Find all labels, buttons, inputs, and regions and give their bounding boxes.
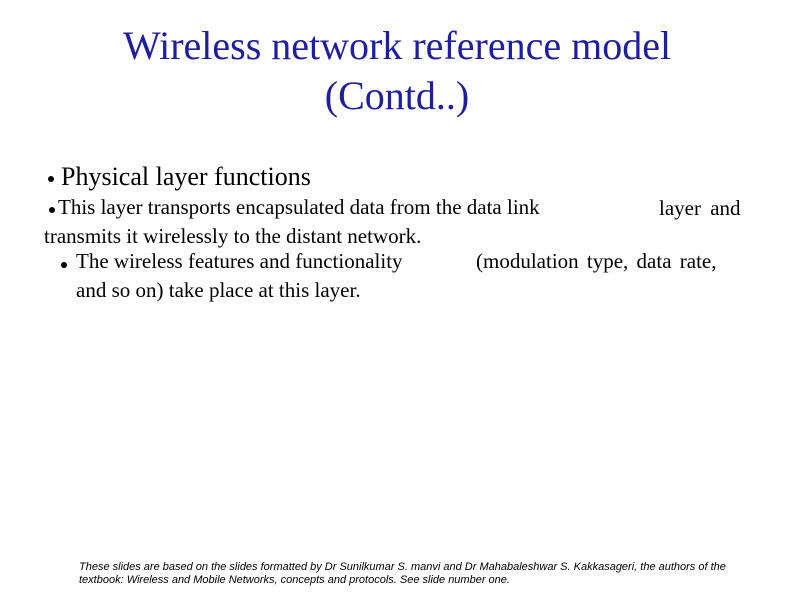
bullet-dot [61,262,67,268]
slide-title-line1: Wireless network reference model [122,23,672,68]
slide-title-line2: (Contd..) [324,73,470,118]
bullet-features-text-a: The wireless features and functionality [76,249,403,273]
bullet-dot [49,207,55,213]
bullet-physical-layer-functions: Physical layer functions [61,162,311,191]
bullet-features-text-line2: and so on) take place at this layer. [76,278,361,302]
slide-footer-attribution: These slides are based on the slides formatted by Dr Sunilkumar S. manvi and Dr Mahabaleshwar S. Kakkasageri, the authors of the textbook: Wireless and Mobile Networks, concepts and protocols. See slide number one. [79,561,726,586]
bullet-transport-text-b: layer and [659,196,741,220]
bullet-transport-text-a: This layer transports encapsulated data from the data link [58,195,540,219]
bullet-dot [48,176,54,182]
bullet-features-text-b: (modulation type, data rate, [476,249,717,273]
bullet-transport-text-line2: transmits it wirelessly to the distant network. [44,224,422,248]
